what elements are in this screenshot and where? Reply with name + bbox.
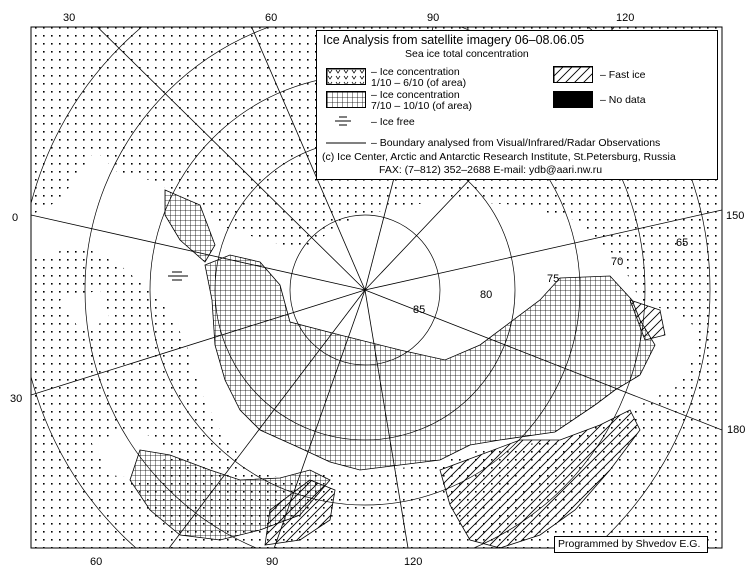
fast-ice-label: – Fast ice xyxy=(600,69,646,81)
lon-label-left: 30 xyxy=(10,393,23,405)
lat-label: 75 xyxy=(547,273,560,285)
legend-title: Ice Analysis from satellite imagery 06–08.06.05 xyxy=(323,33,585,47)
low-concentration-label-1: – Ice concentration xyxy=(371,66,460,78)
lon-label-right: 180 xyxy=(727,424,746,436)
ice-free-label: – Ice free xyxy=(371,116,415,128)
lon-label-top: 120 xyxy=(616,12,635,24)
no-data-swatch xyxy=(553,91,593,108)
boundary-label: – Boundary analysed from Visual/Infrared/Radar Observations xyxy=(371,137,661,149)
lat-label: 85 xyxy=(413,304,426,316)
lon-label-top: 90 xyxy=(427,12,440,24)
programmer-credit: Programmed by Shvedov E.G. xyxy=(554,536,708,553)
lon-label-top: 30 xyxy=(63,12,76,24)
map-legend xyxy=(316,30,718,180)
ice-free-swatch xyxy=(335,115,357,127)
high-concentration-label-1: – Ice concentration xyxy=(371,89,460,101)
legend-subtitle: Sea ice total concentration xyxy=(405,48,529,60)
lon-label-right: 150 xyxy=(726,210,745,222)
copyright-text: (c) Ice Center, Arctic and Antarctic Research Institute, St.Petersburg, Russia xyxy=(322,151,676,163)
lon-label-left: 0 xyxy=(12,212,19,224)
lat-label: 70 xyxy=(611,256,624,268)
fast-ice-swatch xyxy=(553,66,593,83)
lon-label-bottom: 60 xyxy=(90,556,103,568)
low-concentration-label-2: 1/10 – 6/10 (of area) xyxy=(371,77,467,89)
lon-label-bottom: 120 xyxy=(404,556,423,568)
high-concentration-swatch xyxy=(326,91,366,108)
lat-label: 65 xyxy=(676,237,689,249)
contact-text: FAX: (7–812) 352–2688 E-mail: ydb@aari.nw.ru xyxy=(379,164,603,176)
lon-label-bottom: 90 xyxy=(266,556,279,568)
no-data-label: – No data xyxy=(600,94,646,106)
high-concentration-label-2: 7/10 – 10/10 (of area) xyxy=(371,100,472,112)
lat-label: 80 xyxy=(480,289,493,301)
lon-label-top: 60 xyxy=(265,12,278,24)
low-concentration-swatch xyxy=(326,68,366,85)
boundary-swatch xyxy=(326,141,366,145)
